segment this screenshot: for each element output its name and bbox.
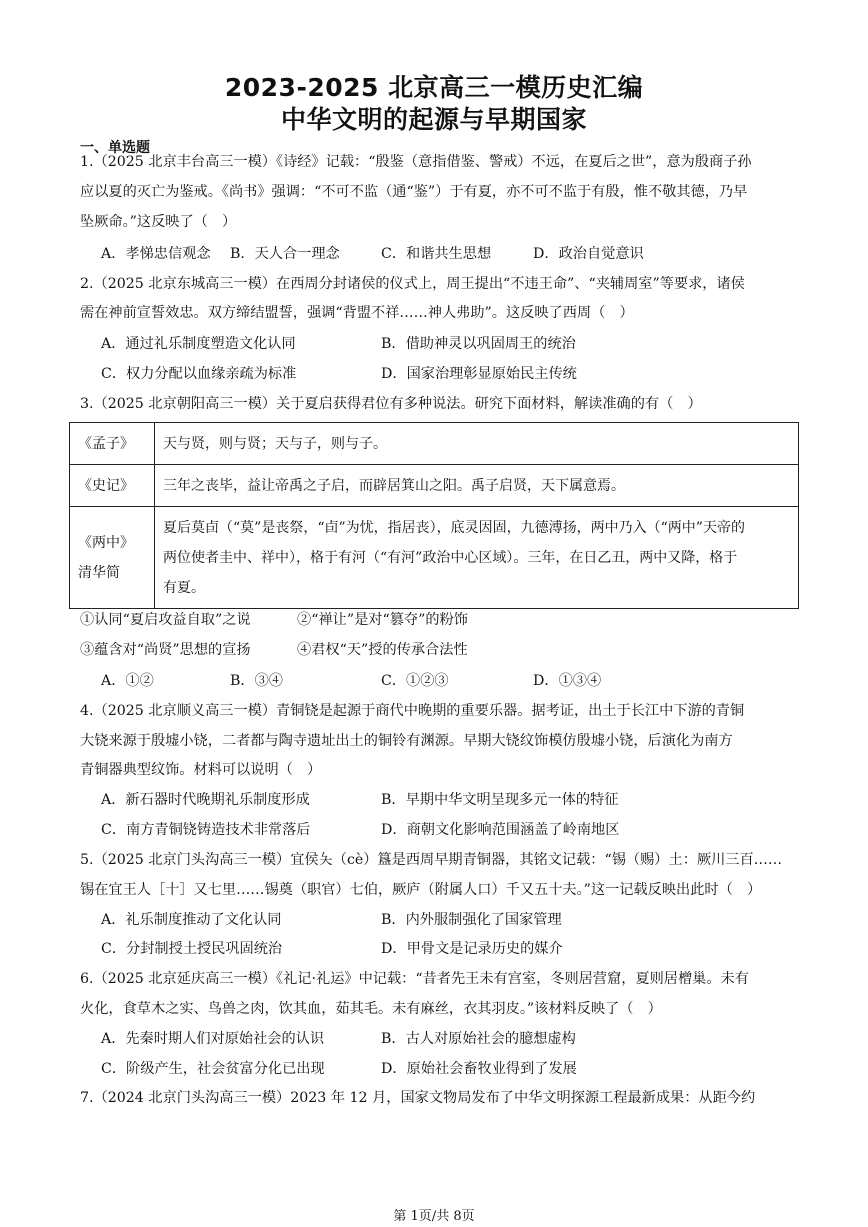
table-row (70, 507, 799, 609)
q3-option-d: D．①③④ (533, 673, 602, 689)
q6-stem-line1: 6.（2025 北京延庆高三一模）《礼记·礼运》中记载：“昔者先王未有宫室，冬则居营窟，夏则居橧巢。未有 (80, 971, 749, 987)
table-source-cell (70, 507, 155, 609)
table-row (70, 465, 799, 507)
table-text-line3: 有夏。 (163, 579, 205, 596)
q7-stem-line1: 7.（2024 北京门头沟高三一模）2023 年 12 月，国家文物局发布了中华文明探源工程最新成果：从距今约 (80, 1090, 756, 1106)
q5-option-c: C．分封制授土授民巩固统治 (101, 941, 283, 957)
table-source-cell: 《史记》 (70, 465, 155, 507)
section-heading: 一、单选题 (80, 140, 150, 156)
table-text-cell: 三年之丧毕，益让帝禹之子启，而辟居箕山之阳。禹子启贤，天下属意焉。 (155, 465, 799, 507)
q4-option-b: B．早期中华文明呈现多元一体的特征 (381, 792, 619, 808)
q1-option-c: C．和谐共生思想 (381, 246, 492, 262)
q3-statement-1: ①认同“夏启攻益自取”之说 (80, 612, 251, 628)
q3-statement-2: ②“禅让”是对“篡夺”的粉饰 (297, 612, 468, 628)
q3-option-b: B．③④ (230, 673, 283, 689)
q3-statement-4: ④君权“天”授的传承合法性 (297, 642, 468, 658)
table-text-line1: 夏后莫卣（“莫”是丧祭，“卣”为忧，指居丧），底灵因固，九德溥扬，两中乃入（“两中”天帝的 (163, 519, 745, 536)
q3-stem: 3.（2025 北京朝阳高三一模）关于夏启获得君位有多种说法。研究下面材料，解读准确的有（ ） (80, 396, 702, 412)
q3-statement-3: ③蕴含对“尚贤”思想的宣扬 (80, 642, 251, 658)
table-source-line1: 《两中》 (78, 534, 134, 551)
q1-option-b: B．天人合一理念 (230, 246, 340, 262)
q2-option-a: A．通过礼乐制度塑造文化认同 (101, 336, 296, 352)
q4-stem-line1: 4.（2025 北京顺义高三一模）青铜铙是起源于商代中晚期的重要乐器。据考证，出土于长江中下游的青铜 (80, 703, 745, 719)
page-footer: 第 1页/共 8页 (393, 1209, 475, 1224)
q1-stem-line1: 1.（2025 北京丰台高三一模）《诗经》记载：“殷鉴（意指借鉴、警戒）不远，在夏后之世”，意为殷商子孙 (80, 154, 752, 170)
table-source-cell: 《孟子》 (70, 423, 155, 465)
q4-option-c: C．南方青铜铙铸造技术非常落后 (101, 822, 311, 838)
table-text-line2: 两位使者圭中、祥中），格于有河（“有河”政治中心区域）。三年，在日乙丑，两中又降，格于 (163, 549, 738, 566)
q2-stem-line1: 2.（2025 北京东城高三一模）在西周分封诸侯的仪式上，周王提出“不违王命”、“夹辅周室”等要求，诸侯 (80, 276, 745, 292)
q1-stem-line3: 坠厥命。”这反映了（ ） (80, 214, 237, 230)
q3-option-a: A．①② (101, 673, 154, 689)
q2-option-b: B．借助神灵以巩固周王的统治 (381, 336, 576, 352)
doc-title-line1: 2023-2025 北京高三一模历史汇编 (224, 73, 644, 102)
q4-option-d: D．商朝文化影响范围涵盖了岭南地区 (381, 822, 620, 838)
table-text-cell: 天与贤，则与贤；天与子，则与子。 (155, 423, 799, 465)
q1-stem-line2: 应以夏的灭亡为鉴戒。《尚书》强调：“不可不监（通“鉴”）于有夏，亦不可不监于有殷，惟不敬其德，乃早 (80, 184, 748, 200)
q5-stem-line1: 5.（2025 北京门头沟高三一模）宜侯夨（cè）簋是西周早期青铜器，其铭文记载：“锡（赐）土：厥川三百…… (80, 852, 783, 868)
q5-option-d: D．甲骨文是记录历史的媒介 (381, 941, 563, 957)
q3-option-c: C．①②③ (381, 673, 449, 689)
q5-option-a: A．礼乐制度推动了文化认同 (101, 912, 282, 928)
q2-option-d: D．国家治理彰显原始民主传统 (381, 366, 577, 382)
q4-stem-line2: 大铙来源于殷墟小铙，二者都与陶寺遗址出土的铜铃有渊源。早期大铙纹饰模仿殷墟小铙，后演化为南方 (80, 733, 733, 749)
q6-option-d: D．原始社会畜牧业得到了发展 (381, 1061, 577, 1077)
table-row (70, 423, 799, 465)
material-table (69, 422, 799, 609)
q6-option-c: C．阶级产生，社会贫富分化已出现 (101, 1061, 325, 1077)
q6-option-b: B．古人对原始社会的臆想虚构 (381, 1031, 576, 1047)
q4-option-a: A．新石器时代晚期礼乐制度形成 (101, 792, 310, 808)
q2-stem-line2: 需在神前宣誓效忠。双方缔结盟誓，强调“背盟不祥……神人弗助”。这反映了西周（ ） (80, 305, 634, 321)
table-source-line2: 清华简 (78, 564, 120, 581)
q1-option-d: D．政治自觉意识 (533, 246, 644, 262)
q6-stem-line2: 火化，食草木之实、鸟兽之肉，饮其血，茹其毛。未有麻丝，衣其羽皮。”该材料反映了（ ） (80, 1001, 662, 1017)
q1-option-a: A．孝悌忠信观念 (101, 246, 211, 262)
doc-title-line2: 中华文明的起源与早期国家 (280, 105, 587, 134)
q4-stem-line3: 青铜器典型纹饰。材料可以说明（ ） (80, 762, 322, 778)
q6-option-a: A．先秦时期人们对原始社会的认识 (101, 1031, 325, 1047)
q5-stem-line2: 锡在宜王人［十］又七里……锡奠（职官）七伯，厥庐（附属人口）千又五十夫。”这一记载反映出此时（ ） (80, 882, 762, 898)
q5-option-b: B．内外服制强化了国家管理 (381, 912, 562, 928)
table-text-cell (155, 507, 799, 609)
q2-option-c: C．权力分配以血缘亲疏为标准 (101, 366, 297, 382)
